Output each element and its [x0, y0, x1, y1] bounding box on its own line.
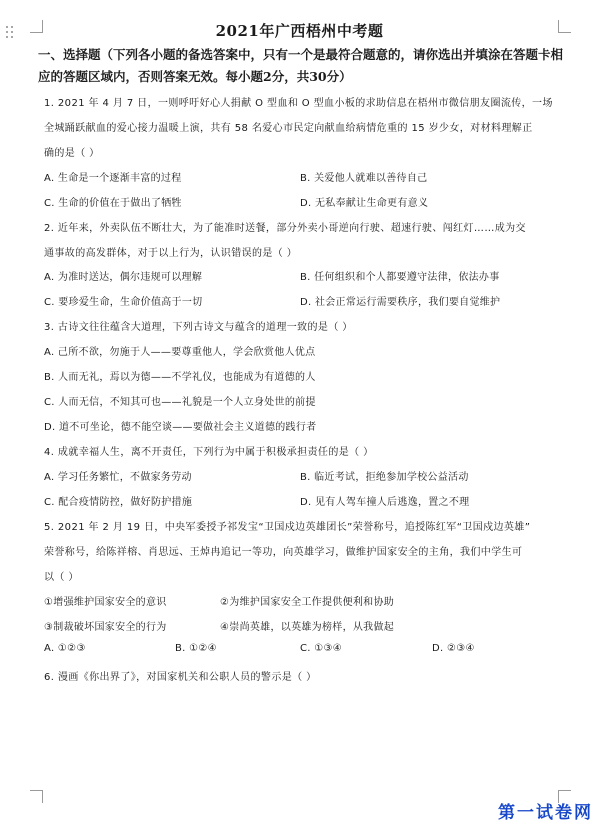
question-5-item-3: ③制裁破坏国家安全的行为 [44, 622, 167, 633]
question-1-option-c: C. 生命的价值在于做出了牺牲 [44, 198, 182, 209]
question-5-option-a: A. ①②③ [44, 643, 86, 654]
section-heading: 一、选择题（下列各小题的备选答案中，只有一个是最符合题意的，请你选出并填涂在答题卡相应的答题区域内，否则答案无效。每小题2分，共30分） [38, 47, 564, 84]
question-5-item-2: ②为维护国家安全工作提供便利和协助 [220, 597, 395, 608]
question-5-item-1: ①增强维护国家安全的意识 [44, 597, 167, 608]
question-1-option-d: D. 无私奉献让生命更有意义 [300, 198, 429, 209]
question-3-option-b: B. 人而无礼，焉以为德——不学礼仪，也能成为有道德的人 [44, 372, 316, 383]
question-3-option-a: A. 己所不欲，勿施于人——要尊重他人，学会欣赏他人优点 [44, 347, 316, 358]
question-3-text: 3. 古诗文往往蕴含大道理，下列古诗文与蕴含的道理一致的是（ ） [44, 322, 353, 333]
question-4-option-b: B. 临近考试，拒绝参加学校公益活动 [300, 472, 469, 483]
question-2-option-b: B. 任何组织和个人都要遵守法律，依法办事 [300, 272, 500, 283]
question-1-option-b: B. 关爱他人就难以善待自己 [300, 173, 428, 184]
question-2-text: 通事故的高发群体，对于以上行为，认识错误的是（ ） [44, 248, 298, 259]
document-title: 2021年广西梧州中考题 [215, 22, 384, 40]
question-6-text: 6. 漫画《你出界了》，对国家机关和公职人员的警示是（ ） [44, 672, 317, 683]
question-4-option-c: C. 配合疫情防控，做好防护措施 [44, 497, 193, 508]
question-4-option-d: D. 见有人驾车撞人后逃逸，置之不理 [300, 497, 470, 508]
question-5-option-c: C. ①③④ [300, 643, 343, 654]
question-1-text: 全城踊跃献血的爱心接力温暖上演，共有 58 名爱心市民定向献血给病情危重的 15 岁少女，对材料理解正 [44, 123, 533, 134]
question-5-item-4: ④崇尚英雄，以英雄为榜样，从我做起 [220, 622, 395, 633]
question-3-option-c: C. 人而无信，不知其可也——礼貌是一个人立身处世的前提 [44, 397, 316, 408]
question-1-text: 1. 2021 年 4 月 7 日，一则呼吁好心人捐献 O 型血和 O 型血小板的求助信息在梧州市微信朋友圈流传，一场 [44, 98, 553, 109]
question-5-text: 以（ ） [44, 572, 79, 583]
question-2-option-d: D. 社会正常运行需要秩序，我们要自觉维护 [300, 297, 501, 308]
question-2-text: 2. 近年来，外卖队伍不断壮大，为了能准时送餐，部分外卖小哥逆向行驶、超速行驶、闯红灯……成为交 [44, 223, 526, 234]
question-4-text: 4. 成就幸福人生，离不开责任，下列行为中属于积极承担责任的是（ ） [44, 447, 374, 458]
question-4-option-a: A. 学习任务繁忙，不做家务劳动 [44, 472, 192, 483]
question-5-text: 荣誉称号，给陈祥榕、肖思远、王焯冉追记一等功，向英雄学习，做维护国家安全的主角，我们中学生可 [44, 547, 523, 558]
question-2-option-a: A. 为准时送达，偶尔违规可以理解 [44, 272, 203, 283]
question-5-option-d: D. ②③④ [432, 643, 475, 654]
question-3-option-d: D. 道不可坐论，德不能空谈——要做社会主义道德的践行者 [44, 422, 317, 433]
page-corner-mark [30, 790, 43, 803]
question-5-text: 5. 2021 年 2 月 19 日，中央军委授予祁发宝“卫国戍边英雄团长”荣誉称号，追授陈红军“卫国戍边英雄” [44, 522, 531, 533]
question-1-text: 确的是（ ） [44, 148, 100, 159]
question-1-option-a: A. 生命是一个逐渐丰富的过程 [44, 173, 182, 184]
question-5-option-b: B. ①②④ [175, 643, 217, 654]
question-2-option-c: C. 要珍爱生命，生命价值高于一切 [44, 297, 203, 308]
watermark-logo: 第一试卷网 [498, 803, 593, 823]
